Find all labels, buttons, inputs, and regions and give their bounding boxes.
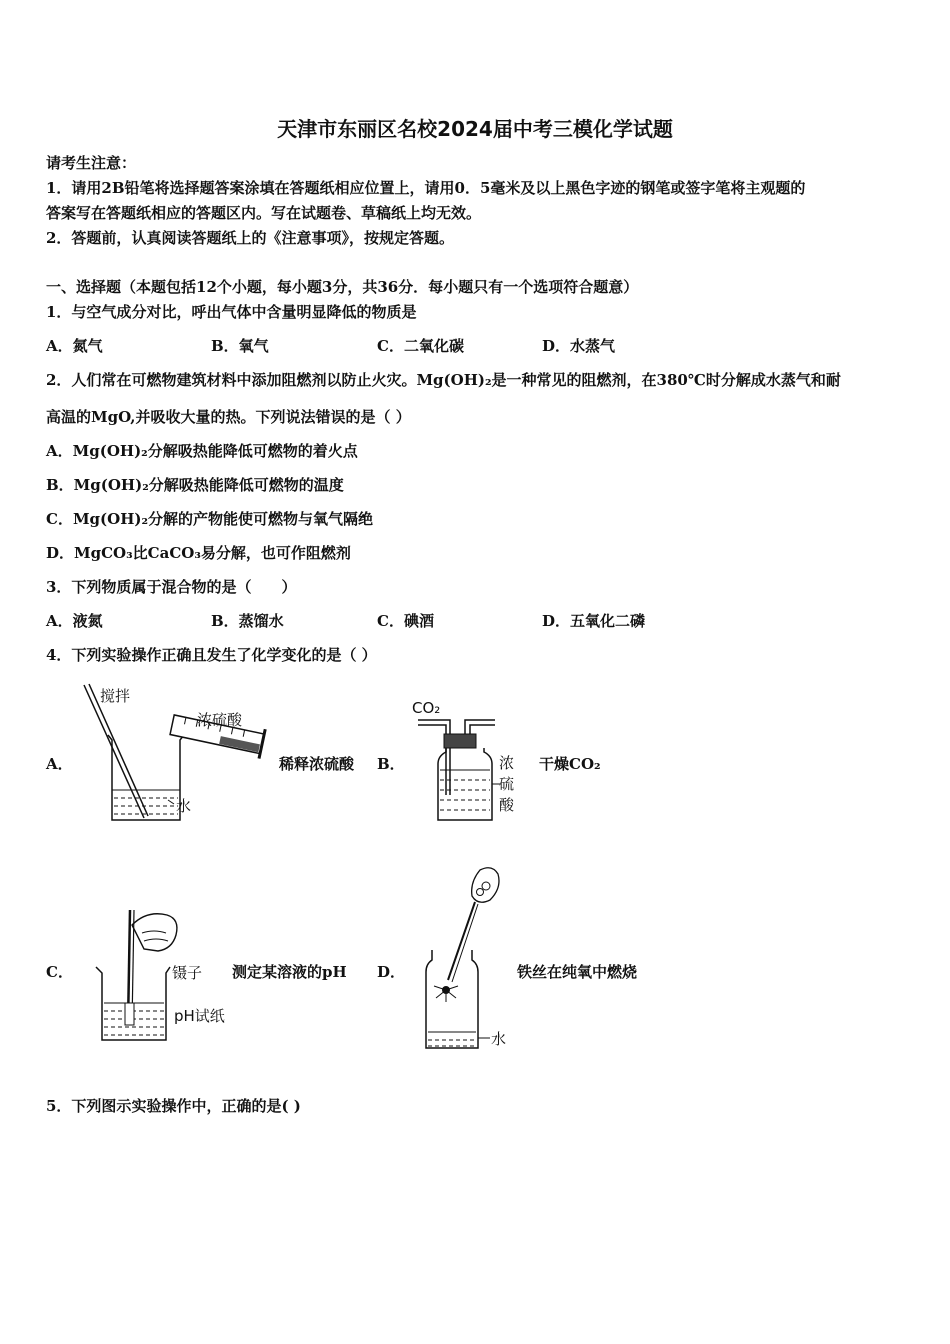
q2-option-b: B．Mg(OH)₂分解吸热能降低可燃物的温度 [46,476,344,494]
section-heading: 一、选择题（本题包括12个小题，每小题3分，共36分．每小题只有一个选项符合题意） [46,278,639,296]
q1-option-b: B．氧气 [211,337,269,355]
q4-stem: 4．下列实验操作正确且发生了化学变化的是（ ） [46,646,377,664]
q4-option-a-letter: A． [46,755,73,773]
q4-option-c-letter: C． [46,963,73,981]
ph-paper-label: pH试纸 [174,1007,225,1025]
conc-acid-label: 浓硫酸 [197,711,243,729]
q4-option-a-caption: 稀释浓硫酸 [279,755,355,773]
q4-option-d-caption: 铁丝在纯氧中燃烧 [517,963,638,981]
notice-line-2: 2．答题前，认真阅读答题纸上的《注意事项》，按规定答题。 [46,229,454,247]
q4-option-d-letter: D． [377,963,406,981]
q2-option-c: C．Mg(OH)₂分解的产物能使可燃物与氧气隔绝 [46,510,374,528]
notice-line-1-cont: 答案写在答题纸相应的答题区内。写在试题卷、草稿纸上均无效。 [46,204,482,222]
q1-option-d: D．水蒸气 [542,337,616,355]
conc-label-1: 浓 [499,754,515,772]
gas-drying-bottle-figure [410,700,510,825]
q3-option-c: C．碘酒 [377,612,434,630]
q2-stem-line-2: 高温的MgO,并吸收大量的热。下列说法错误的是（ ） [46,408,411,426]
q2-option-a: A．Mg(OH)₂分解吸热能降低可燃物的着火点 [46,442,358,460]
q1-stem: 1．与空气成分对比，呼出气体中含量明显降低的物质是 [46,303,417,321]
conc-label-3: 酸 [499,796,515,814]
water-label-d: 水 [491,1030,507,1048]
q2-option-d: D．MgCO₃比CaCO₃易分解，也可作阻燃剂 [46,544,351,562]
stir-label: 搅拌 [100,687,131,705]
q3-option-b: B．蒸馏水 [211,612,284,630]
q4-option-b-letter: B． [377,755,405,773]
tweezers-label: 镊子 [172,964,203,982]
q3-stem: 3．下列物质属于混合物的是（ ） [46,578,297,596]
co2-label: CO₂ [412,699,441,717]
q5-stem: 5．下列图示实验操作中，正确的是( ) [46,1097,301,1115]
water-label-a: 水 [176,797,192,815]
notice-heading: 请考生注意： [46,154,137,172]
q1-option-a: A．氮气 [46,337,103,355]
q1-option-c: C．二氧化碳 [377,337,464,355]
iron-burning-figure [420,860,500,1055]
notice-line-1: 1．请用2B铅笔将选择题答案涂填在答题纸相应位置上，请用0．5毫米及以上黑色字迹的钢笔或签字笔将主观题的 [46,179,806,197]
q3-option-a: A．液氮 [46,612,103,630]
q4-option-c-caption: 测定某溶液的pH [232,963,347,981]
conc-label-2: 硫 [499,775,515,793]
q3-option-d: D．五氧化二磷 [542,612,646,630]
q4-option-b-caption: 干燥CO₂ [539,755,601,773]
q2-stem-line-1: 2．人们常在可燃物建筑材料中添加阻燃剂以防止火灾。Mg(OH)₂是一种常见的阻燃剂，在380℃时分解成水蒸气和耐 [46,371,841,389]
page-title: 天津市东丽区名校2024届中考三模化学试题 [277,117,673,141]
